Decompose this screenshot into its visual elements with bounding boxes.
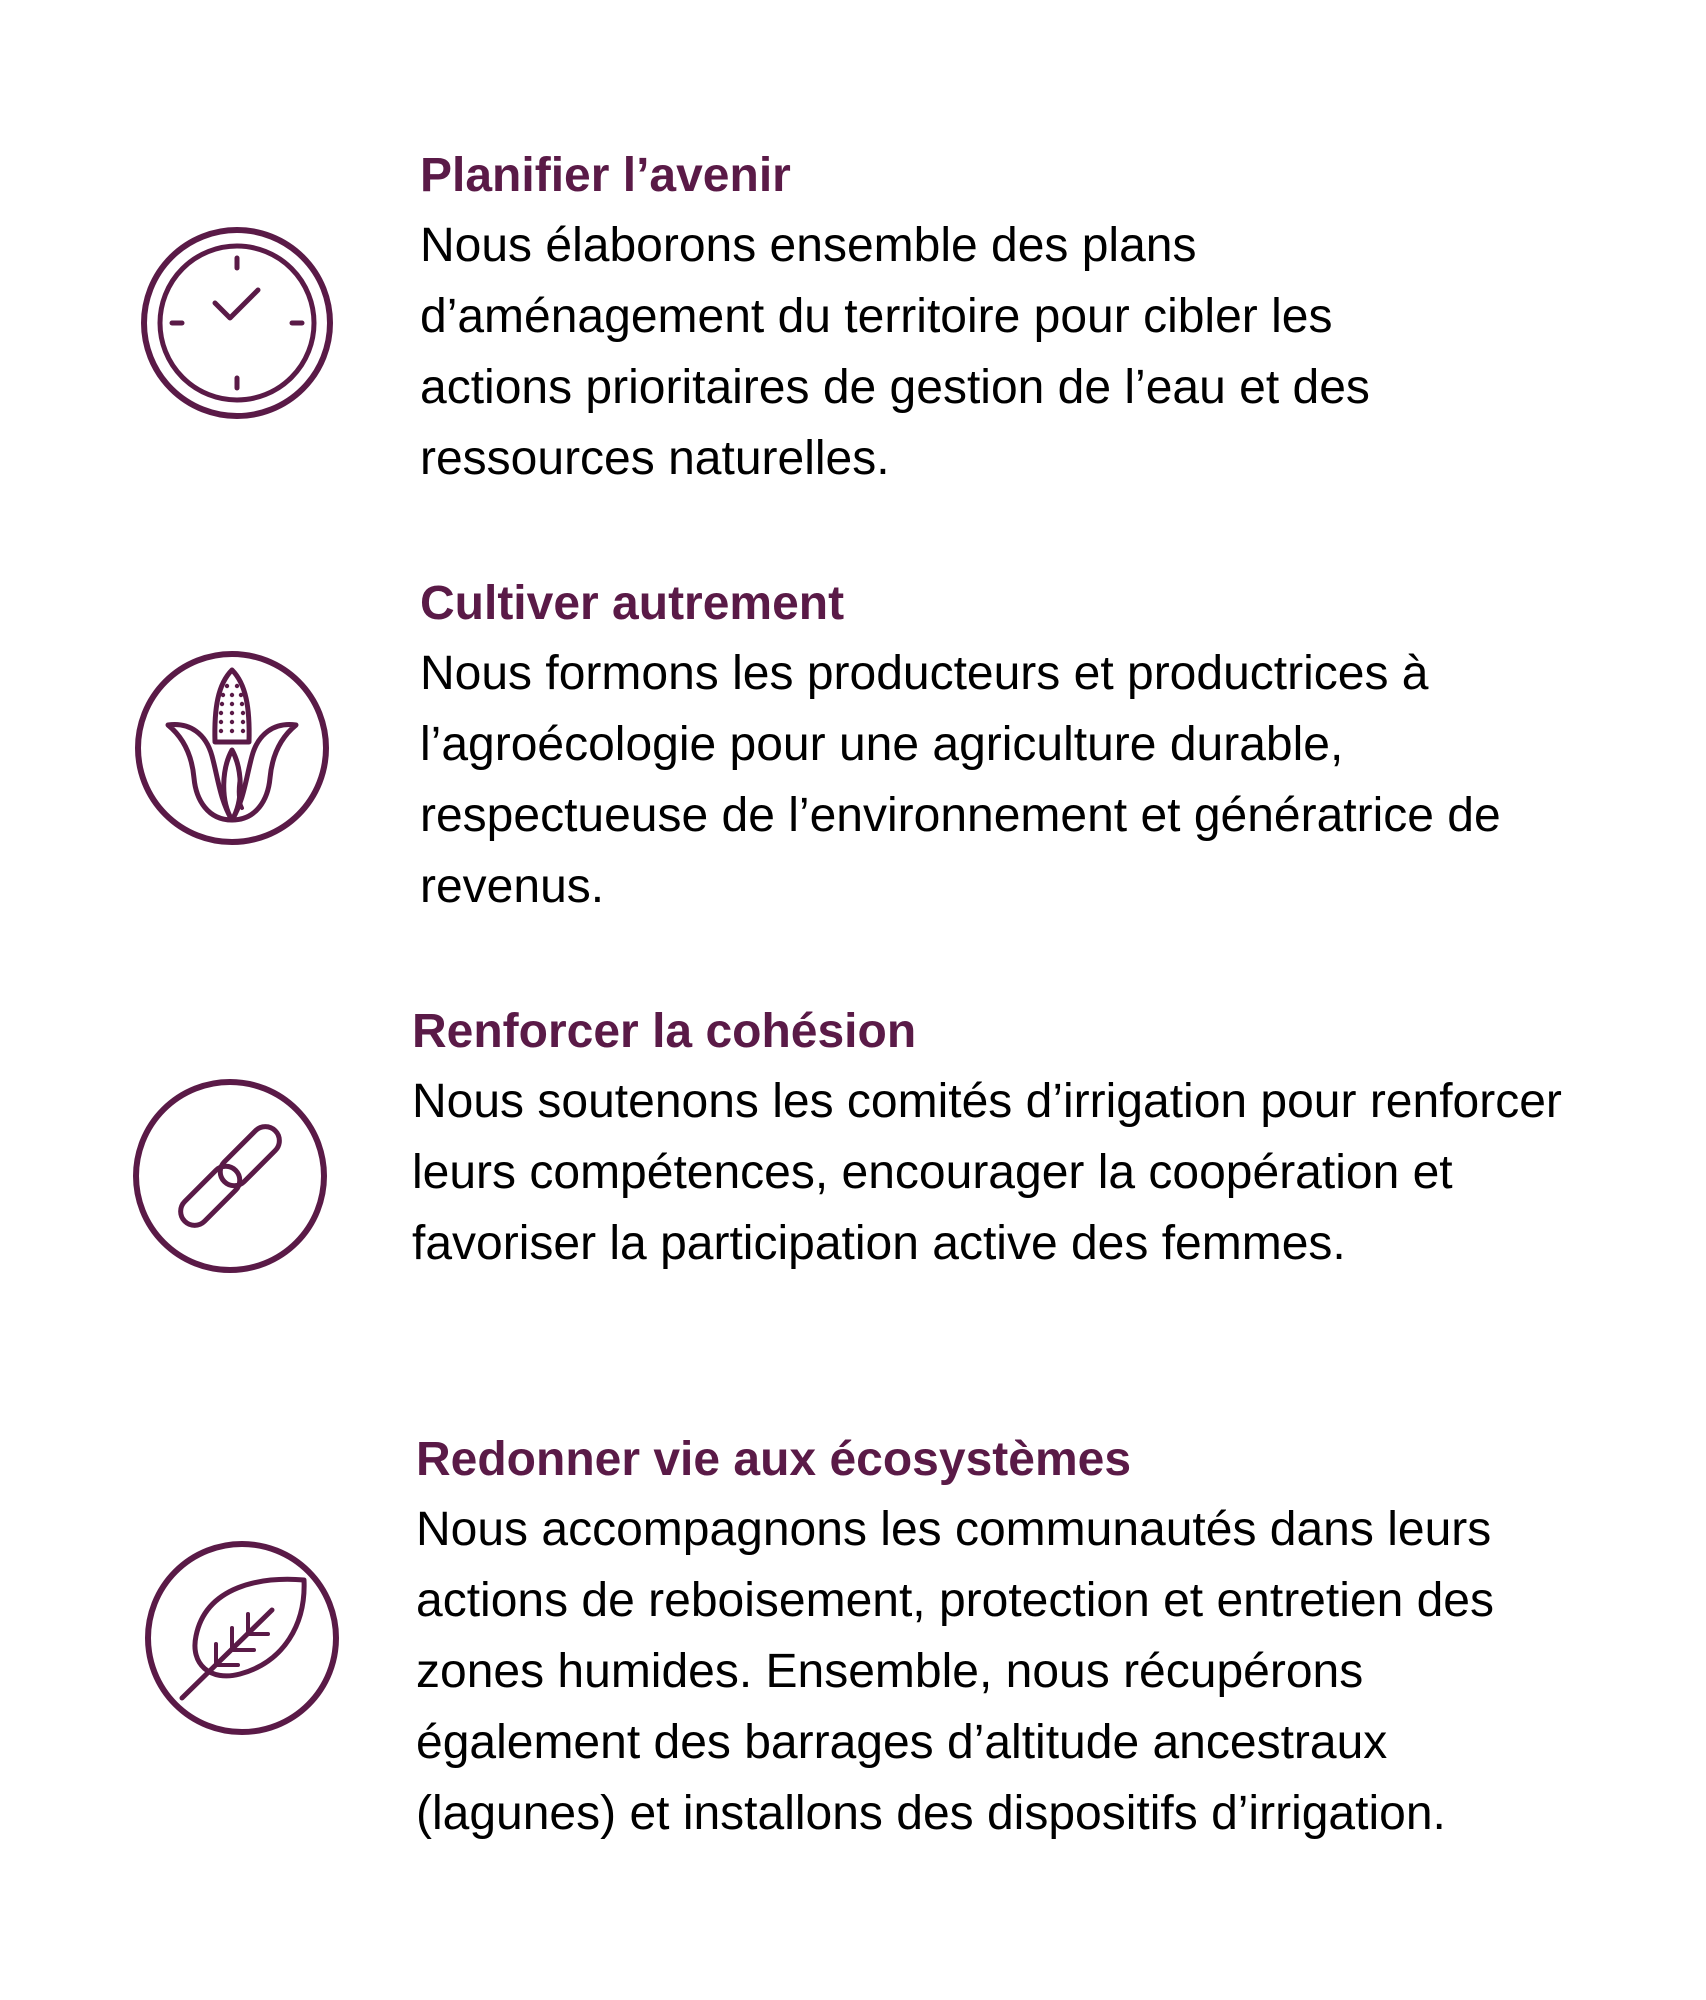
item-title: Cultiver autrement — [420, 577, 845, 630]
item-title: Planifier l’avenir — [420, 149, 791, 202]
item-description: Nous accompagnons les communautés dans leurs actions de reboisement, protection et entretien des zones humides. Ensemble, nous récupérons également des barrages d’altitude ancestraux (lagunes) et installons des dispositifs d’irrigation. — [416, 1503, 1494, 1840]
leaf-icon — [144, 1540, 340, 1736]
item-description: Nous formons les producteurs et productrices à l’agroécologie pour une agriculture durable, respectueuse de l’environnement et génératrice de revenus. — [420, 647, 1501, 913]
item-description: Nous soutenons les comités d’irrigation pour renforcer leurs compétences, encourager la coopération et favoriser la participation active des femmes. — [412, 1075, 1562, 1270]
item-title: Renforcer la cohésion — [412, 1005, 917, 1058]
link-icon — [132, 1078, 328, 1274]
corn-icon — [134, 650, 330, 846]
item-title: Redonner vie aux écosystèmes — [416, 1433, 1132, 1486]
item-description: Nous élaborons ensemble des plans d’aménagement du territoire pour cibler les actions prioritaires de gestion de l’eau et des ressources naturelles. — [420, 219, 1370, 485]
clock-check-icon — [139, 225, 335, 421]
